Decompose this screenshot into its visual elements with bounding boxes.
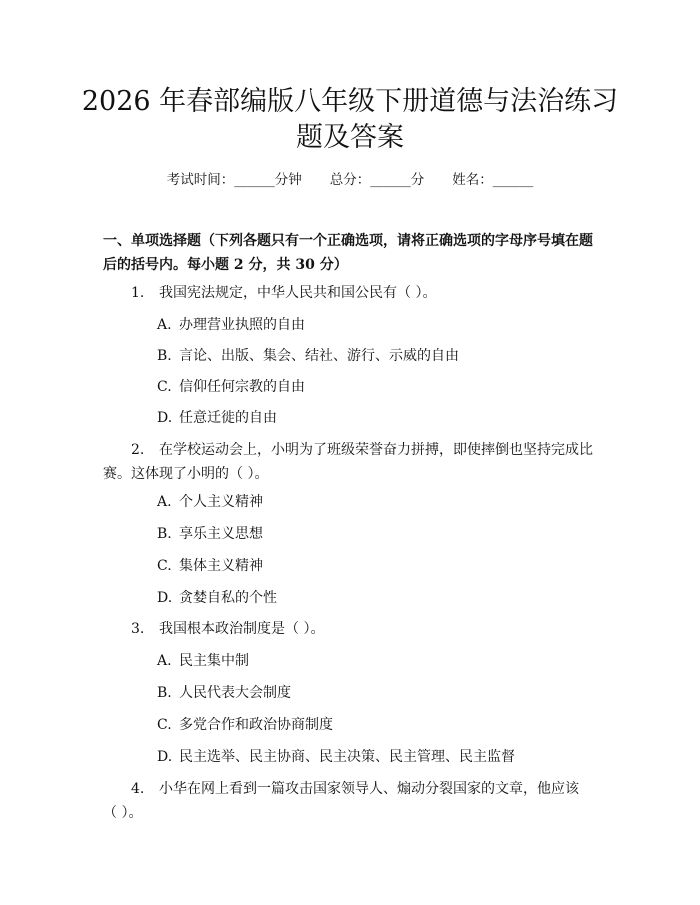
- option-text: 言论、出版、集会、结社、游行、示威的自由: [179, 348, 459, 364]
- question-text-cont: （ ）。: [103, 805, 143, 821]
- question-number: 1.: [131, 285, 145, 301]
- option-text: 个人主义精神: [179, 494, 263, 510]
- question-number: 2.: [131, 442, 145, 458]
- option-letter: C.: [157, 558, 172, 574]
- question-2-option-b: [157, 522, 263, 546]
- option-text: 人民代表大会制度: [179, 685, 291, 701]
- option-text: 享乐主义思想: [179, 526, 263, 542]
- question-1-option-b: [157, 344, 459, 368]
- question-1-option-c: [157, 375, 305, 399]
- option-text: 多党合作和政治协商制度: [179, 717, 333, 733]
- option-letter: D.: [157, 590, 173, 606]
- question-3-option-a: [157, 649, 249, 673]
- question-2-option-c: [157, 554, 263, 578]
- question-1: [103, 281, 598, 305]
- option-text: 信仰任何宗教的自由: [179, 379, 305, 395]
- option-letter: C.: [157, 717, 172, 733]
- question-text: 我国根本政治制度是（ ）。: [159, 621, 325, 637]
- question-3-option-b: [157, 681, 291, 705]
- total-score: 总分：______分: [329, 172, 425, 188]
- exam-info: [0, 168, 700, 188]
- question-number: 4.: [131, 781, 145, 797]
- question-1-option-d: [157, 406, 277, 430]
- section-heading-line2: 后的括号内。每小题 2 分，共 30 分）: [103, 257, 348, 273]
- option-text: 办理营业执照的自由: [179, 317, 305, 333]
- question-text: 在学校运动会上，小明为了班级荣誉奋力拼搏，即使摔倒也坚持完成比: [159, 442, 593, 458]
- student-name: 姓名：______: [452, 172, 534, 188]
- exam-time: 考试时间：______分钟: [166, 172, 302, 188]
- question-number: 3.: [131, 621, 145, 637]
- document-title-line1: 2026 年春部编版八年级下册道德与法治练习: [81, 86, 619, 117]
- option-text: 贪婪自私的个性: [179, 590, 277, 606]
- question-3: [103, 617, 598, 641]
- option-letter: A.: [157, 317, 172, 333]
- option-letter: B.: [157, 348, 172, 364]
- document-title-line2: 题及答案: [296, 122, 404, 153]
- question-2: [103, 438, 598, 486]
- option-letter: D.: [157, 749, 173, 765]
- option-text: 任意迁徙的自由: [179, 410, 277, 426]
- question-2-option-a: [157, 490, 263, 514]
- question-text: 我国宪法规定，中华人民共和国公民有（ ）。: [159, 285, 437, 301]
- section-heading: [103, 229, 598, 277]
- question-1-option-a: [157, 313, 305, 337]
- question-4: [103, 777, 598, 825]
- question-text-cont: 赛。这体现了小明的（ ）。: [103, 466, 269, 482]
- option-letter: D.: [157, 410, 173, 426]
- question-text: 小华在网上看到一篇攻击国家领导人、煽动分裂国家的文章，他应该: [159, 781, 579, 797]
- option-letter: B.: [157, 526, 172, 542]
- option-letter: A.: [157, 494, 172, 510]
- option-letter: A.: [157, 653, 172, 669]
- option-text: 民主选举、民主协商、民主决策、民主管理、民主监督: [179, 749, 515, 765]
- question-3-option-d: [157, 745, 515, 769]
- section-heading-line1: 一、单项选择题（下列各题只有一个正确选项，请将正确选项的字母序号填在题: [103, 233, 593, 249]
- question-2-option-d: [157, 586, 277, 610]
- question-3-option-c: [157, 713, 333, 737]
- option-letter: B.: [157, 685, 172, 701]
- option-text: 集体主义精神: [179, 558, 263, 574]
- option-letter: C.: [157, 379, 172, 395]
- option-text: 民主集中制: [179, 653, 249, 669]
